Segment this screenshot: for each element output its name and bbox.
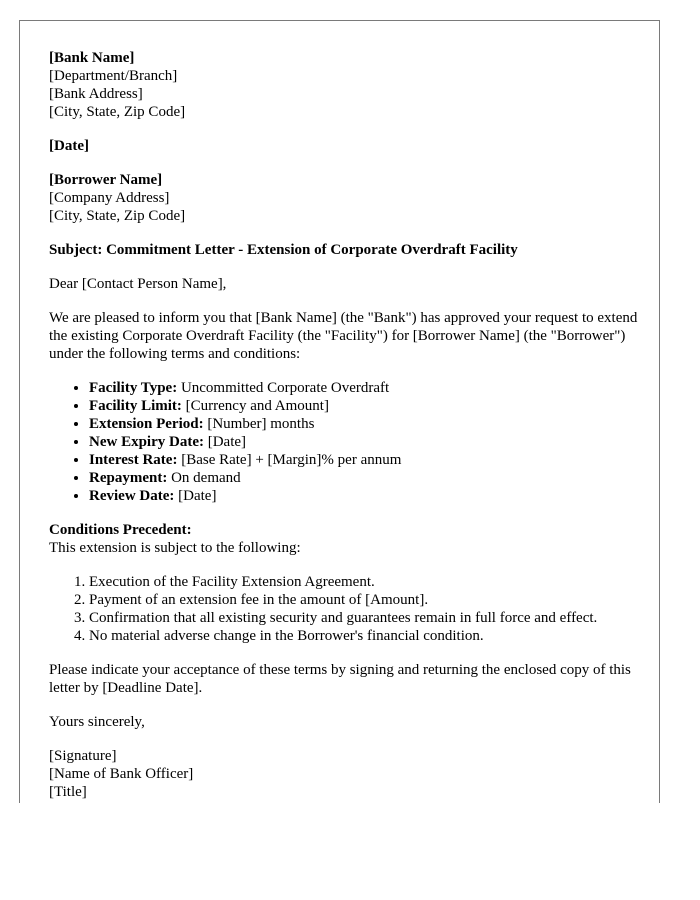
term-value: [Currency and Amount]	[181, 398, 329, 414]
term-label: Review Date:	[89, 488, 175, 504]
signature: [Signature]	[49, 748, 117, 764]
term-label: Extension Period:	[89, 416, 204, 432]
bank-department: [Department/Branch]	[49, 68, 178, 84]
sender-block	[49, 49, 639, 121]
conditions-intro: This extension is subject to the following:	[49, 540, 301, 556]
subject: Subject: Commitment Letter - Extension of Corporate Overdraft Facility	[49, 242, 518, 258]
term-item	[89, 397, 639, 415]
date-line	[49, 137, 639, 155]
letter-date: [Date]	[49, 138, 89, 154]
closing: Yours sincerely,	[49, 714, 145, 730]
subject-line	[49, 241, 639, 259]
letter-page	[19, 20, 660, 803]
term-value: [Base Rate] + [Margin]% per annum	[177, 452, 402, 468]
term-value: [Date]	[203, 434, 247, 450]
term-value: [Number] months	[203, 416, 315, 432]
conditions-list	[49, 573, 639, 645]
bank-name: [Bank Name]	[49, 50, 135, 66]
borrower-name: [Borrower Name]	[49, 172, 163, 188]
term-item	[89, 451, 639, 469]
officer-name: [Name of Bank Officer]	[49, 766, 194, 782]
term-label: Repayment:	[89, 470, 168, 486]
term-value: On demand	[167, 470, 241, 486]
condition-item: 1. Execution of the Facility Extension Agreement.	[89, 573, 639, 591]
condition-item: 3. Confirmation that all existing security and guarantees remain in full force and effect.	[89, 609, 639, 627]
term-label: Interest Rate:	[89, 452, 178, 468]
officer-title: [Title]	[49, 784, 87, 800]
conditions-intro-block	[49, 521, 639, 557]
term-item	[89, 487, 639, 505]
acceptance-paragraph: Please indicate your acceptance of these terms by signing and returning the enclosed copy of this letter by [Deadline Date].	[49, 662, 631, 696]
bank-address: [Bank Address]	[49, 86, 143, 102]
letter-content	[49, 49, 639, 801]
term-item	[89, 469, 639, 487]
term-value: Uncommitted Corporate Overdraft	[177, 380, 390, 396]
term-item	[89, 379, 639, 397]
bank-city-state-zip: [City, State, Zip Code]	[49, 104, 186, 120]
term-item	[89, 433, 639, 451]
condition-item: 2. Payment of an extension fee in the amount of [Amount].	[89, 591, 639, 609]
term-label: Facility Limit:	[89, 398, 182, 414]
term-value: [Date]	[174, 488, 217, 504]
recipient-block	[49, 171, 639, 225]
terms-list	[49, 379, 639, 505]
intro-paragraph: We are pleased to inform you that [Bank Name] (the "Bank") has approved your request to extend the existing Corporate Overdraft Facility (the "Facility") for [Borrower Name] (the "Borrower") under the following terms and conditions:	[49, 310, 638, 362]
conditions-heading: Conditions Precedent:	[49, 522, 192, 538]
term-item	[89, 415, 639, 433]
term-label: Facility Type:	[89, 380, 178, 396]
signature-block	[49, 747, 639, 801]
company-address: [Company Address]	[49, 190, 170, 206]
term-label: New Expiry Date:	[89, 434, 204, 450]
recipient-city-state-zip: [City, State, Zip Code]	[49, 208, 186, 224]
condition-item: 4. No material adverse change in the Borrower's financial condition.	[89, 627, 639, 645]
salutation: Dear [Contact Person Name],	[49, 276, 227, 292]
